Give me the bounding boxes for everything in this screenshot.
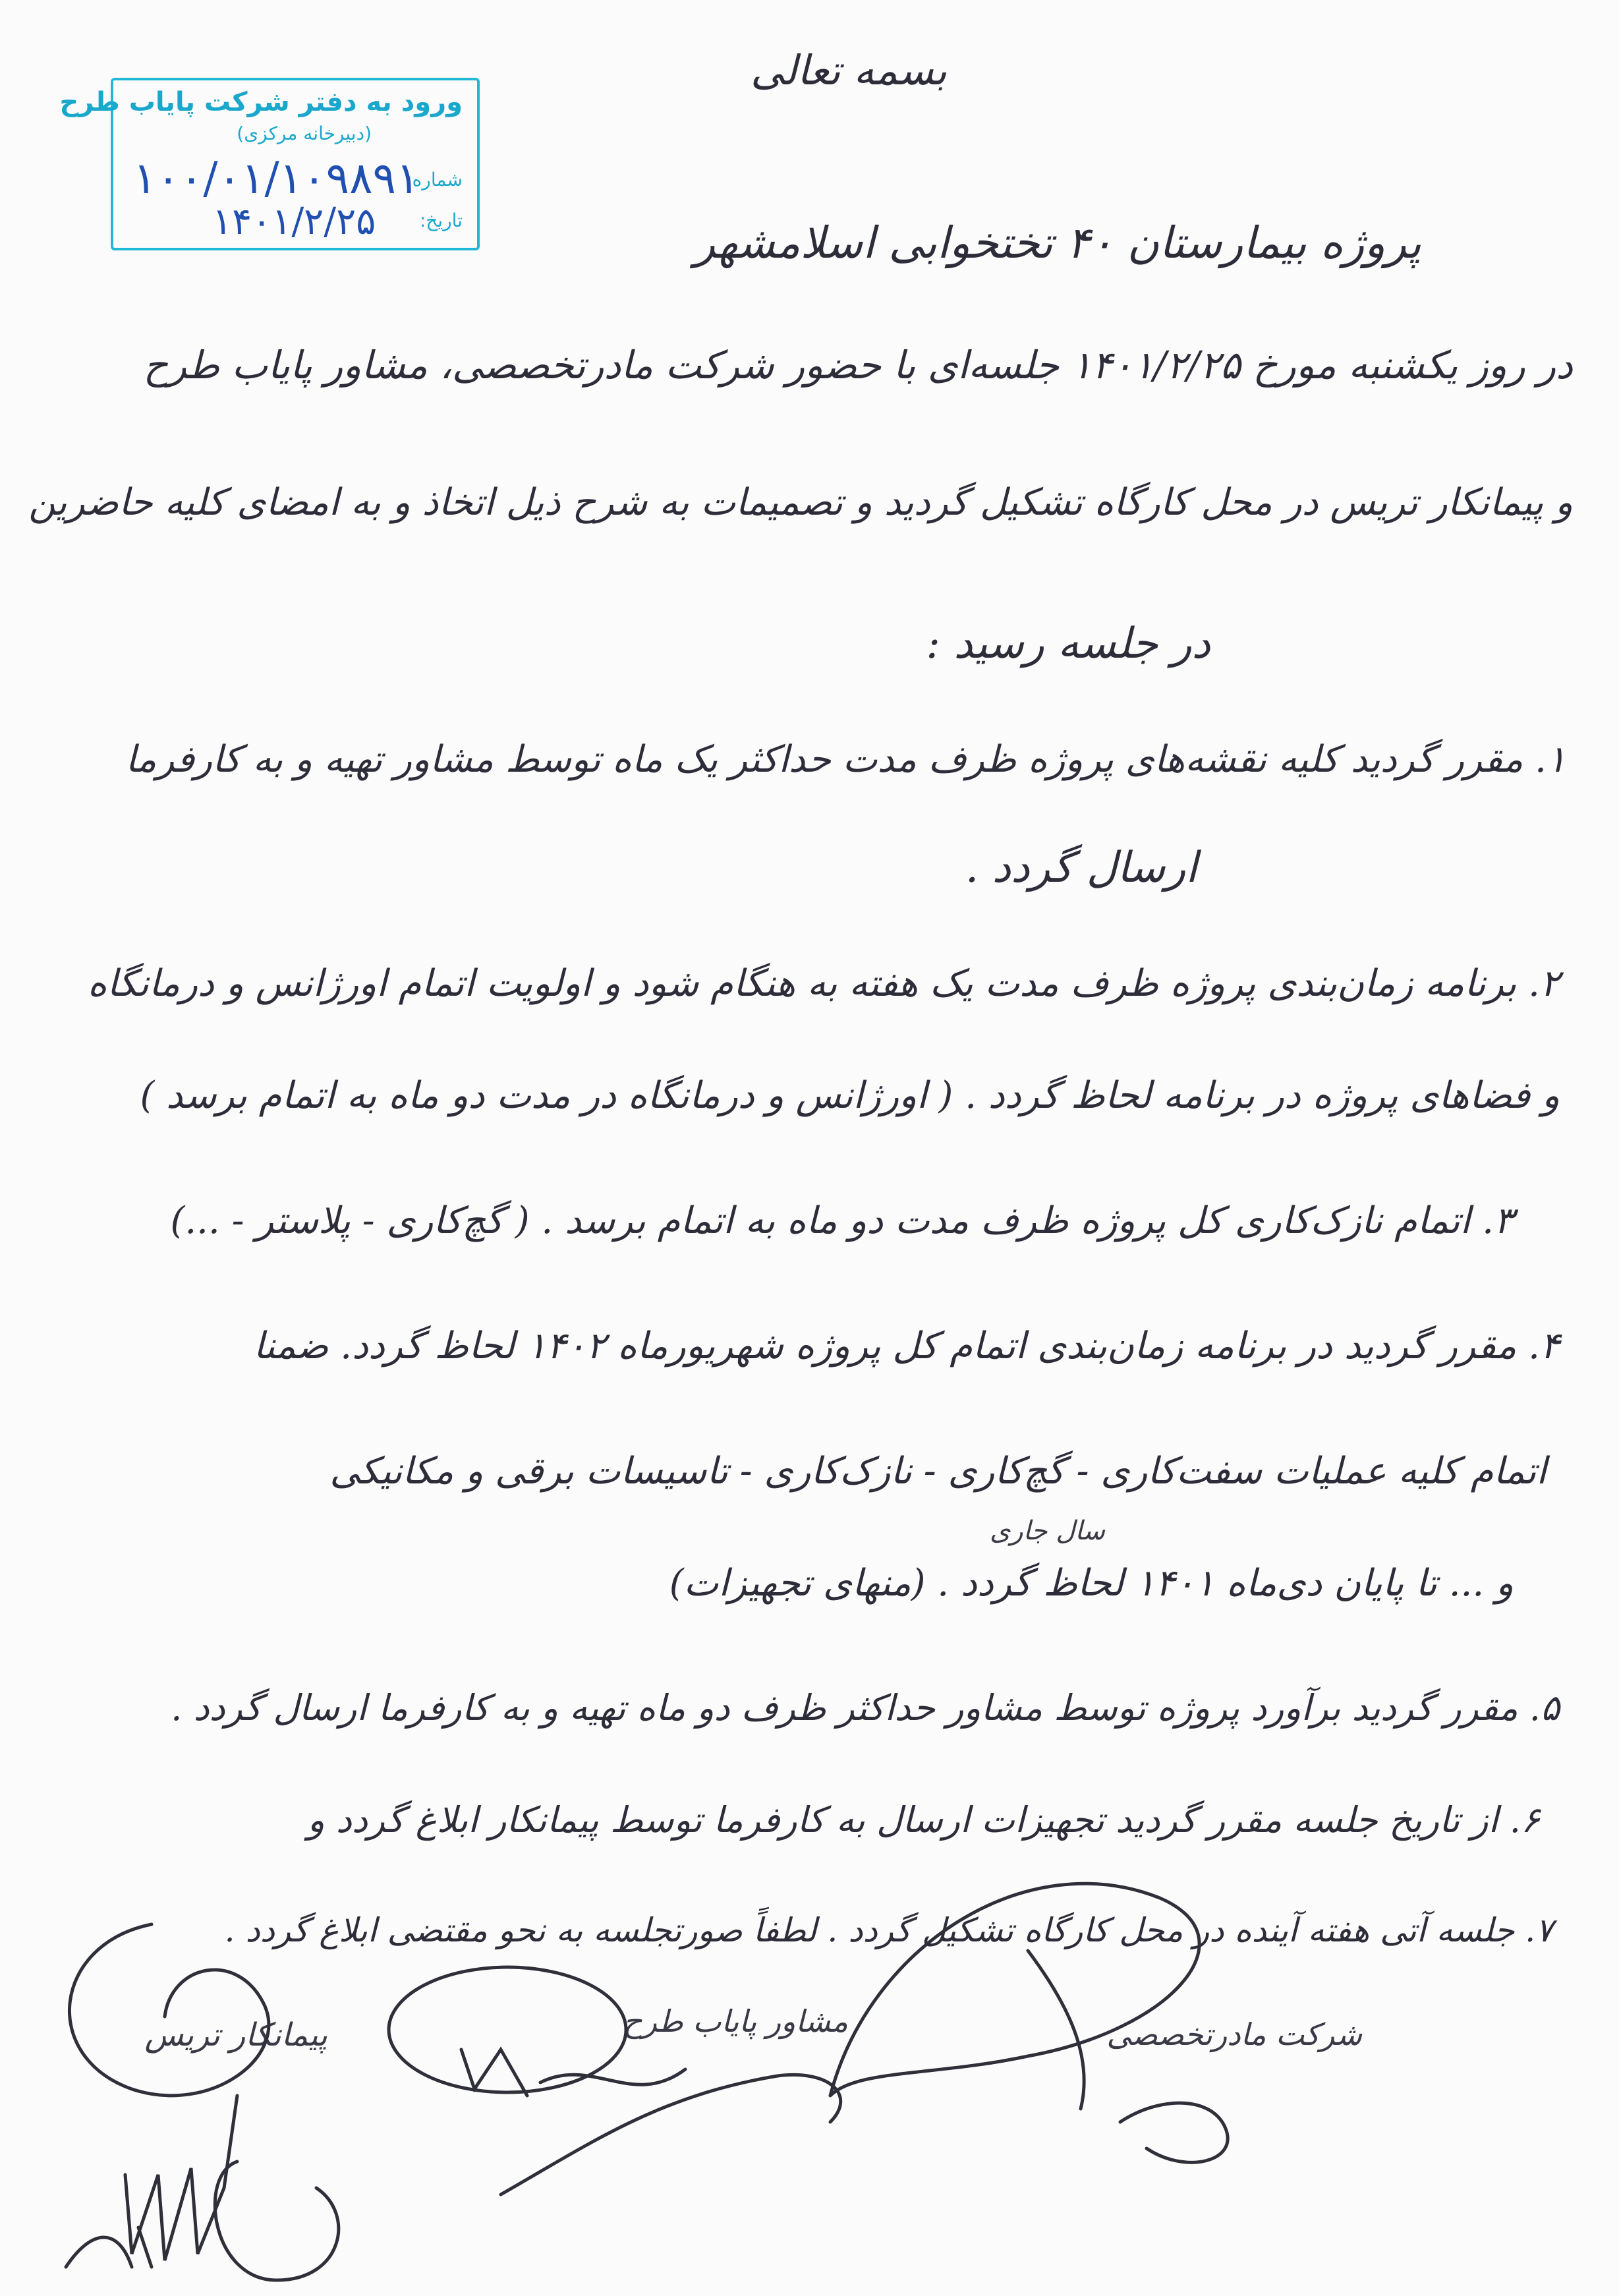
item-1-line-1: ۱. مقرر گردید کلیه نقشه‌های پروژه ظرف مدت حداکثر یک ماه توسط مشاور تهیه و به کارفرما bbox=[125, 738, 1566, 781]
intro-line-2: و پیمانکار تریس در محل کارگاه تشکیل گردید و تصمیمات به شرح ذیل اتخاذ و به امضای کلیه حاضرین bbox=[28, 481, 1573, 524]
signature-consultant-tail bbox=[501, 2075, 841, 2195]
signature-contractor-loop bbox=[69, 1924, 268, 2096]
item-3-line-1: ۳. اتمام نازک‌کاری کل پروژه ظرف مدت دو ماه به اتمام برسد . ( گچ‌کاری - پلاستر - ...) bbox=[170, 1199, 1514, 1242]
stamp-subtitle: (دبیرخانه مرکزی) bbox=[237, 123, 372, 144]
stamp-number-label: شماره: bbox=[406, 169, 463, 190]
item-4-line-2: اتمام کلیه عملیات سفت‌کاری - گچ‌کاری - نازک‌کاری - تاسیسات برقی و مکانیکی bbox=[329, 1450, 1547, 1493]
document-heading: بسمه تعالی bbox=[751, 46, 947, 94]
item-1-line-2: ارسال گردد . bbox=[965, 844, 1197, 892]
signature-label-company: شرکت مادرتخصصی bbox=[1106, 2017, 1362, 2052]
item-2-line-2: و فضاهای پروژه در برنامه لحاظ گردد . ( اورژانس و درمانگاه در مدت دو ماه به اتمام برسد ) bbox=[140, 1074, 1560, 1117]
item-4-line-1: ۴. مقرر گردید در برنامه زمان‌بندی اتمام کل پروژه شهریورماه ۱۴۰۲ لحاظ گردد. ضمنا bbox=[253, 1325, 1560, 1367]
item-4-line-3: و ... تا پایان دی‌ماه ۱۴۰۱ لحاظ گردد . (منهای تجهیزات) bbox=[669, 1562, 1514, 1605]
signature-consultant-oval bbox=[389, 1967, 626, 2092]
stamp-date-label: تاریخ: bbox=[419, 210, 463, 231]
signature-company-mark bbox=[1120, 2103, 1228, 2162]
intro-line-3: در جلسه رسید : bbox=[926, 619, 1210, 668]
item-5-line-1: ۵. مقرر گردید برآورد پروژه توسط مشاور حداکثر ظرف دو ماه تهیه و به کارفرما ارسال گردد . bbox=[171, 1687, 1560, 1729]
project-title: پروژه بیمارستان ۴۰ تختخوابی اسلامشهر bbox=[694, 217, 1421, 268]
signature-label-consultant: مشاور پایاب طرح bbox=[623, 2003, 848, 2039]
item-7-line-1: ۷. جلسه آتی هفته آینده در محل کارگاه تشکیل گردد . لطفاً صورتجلسه به نحو مقتضی ابلاغ گردد . bbox=[224, 1911, 1553, 1949]
intro-line-1: در روز یکشنبه مورخ ۱۴۰۱/۲/۲۵ جلسه‌ای با حضور شرکت مادرتخصصی، مشاور پایاب طرح bbox=[143, 343, 1573, 387]
stamp-number-value: ۱۰۰/۰۱/۱۰۹۸۹۱ bbox=[133, 153, 420, 204]
item-2-line-1: ۲. برنامه زمان‌بندی پروژه ظرف مدت یک هفته به هنگام شود و اولویت اتمام اورژانس و درمانگاه bbox=[88, 962, 1560, 1005]
signature-consultant-scribble bbox=[461, 2050, 685, 2096]
item-6-line-1: ۶. از تاریخ جلسه مقرر گردید تجهیزات ارسال به کارفرما توسط پیمانکار ابلاغ گردد و bbox=[307, 1799, 1540, 1841]
signature-bottom-left bbox=[66, 2227, 152, 2267]
stamp-title: ورود به دفتر شرکت پایاب طرح bbox=[59, 87, 463, 117]
stamp-date-value: ۱۴۰۱/۲/۲۵ bbox=[212, 200, 376, 243]
signature-company-stroke bbox=[1028, 1951, 1084, 2109]
signature-label-contractor: پیمانکار تریس bbox=[144, 2017, 327, 2053]
item-4-note: سال جاری bbox=[989, 1516, 1105, 1546]
signature-company-loop bbox=[830, 1883, 1199, 2096]
signature-contractor-stamp-loop bbox=[215, 2162, 339, 2280]
